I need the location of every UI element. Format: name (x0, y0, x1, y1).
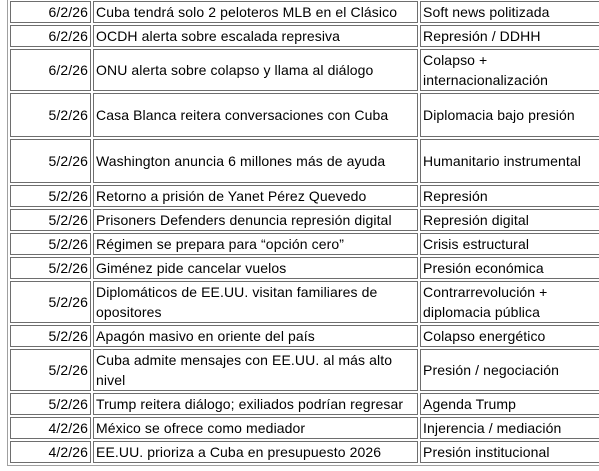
table-row (10, 257, 599, 279)
category-cell: Soft news politizada (420, 1, 599, 23)
date-cell: 5/2/26 (10, 281, 91, 323)
table-row (10, 393, 599, 415)
table-row (10, 441, 599, 463)
date-cell: 5/2/26 (10, 349, 91, 391)
headline-cell: OCDH alerta sobre escalada represiva (93, 25, 418, 47)
headline-cell: Trump reitera diálogo; exiliados podrían regresar (93, 393, 418, 415)
category-cell: Represión / DDHH (420, 25, 599, 47)
table-row (10, 139, 599, 183)
headline-cell: Giménez pide cancelar vuelos (93, 257, 418, 279)
news-table-body (10, 1, 599, 463)
table-row (10, 417, 599, 439)
table-row (10, 349, 599, 391)
headline-cell: Régimen se prepara para “opción cero” (93, 233, 418, 255)
date-cell: 5/2/26 (10, 393, 91, 415)
table-row (10, 325, 599, 347)
date-cell: 5/2/26 (10, 93, 91, 137)
table-row (10, 1, 599, 23)
headline-cell: Cuba admite mensajes con EE.UU. al más alto nivel (93, 349, 418, 391)
table-row (10, 185, 599, 207)
date-cell: 6/2/26 (10, 25, 91, 47)
news-table-container (7, 0, 599, 466)
news-table (7, 0, 599, 466)
headline-cell: Diplomáticos de EE.UU. visitan familiares de opositores (93, 281, 418, 323)
category-cell: Contrarrevolución + diplomacia pública (420, 281, 599, 323)
headline-cell: ONU alerta sobre colapso y llama al diálogo (93, 49, 418, 91)
headline-cell: EE.UU. prioriza a Cuba en presupuesto 2026 (93, 441, 418, 463)
category-cell: Diplomacia bajo presión (420, 93, 599, 137)
category-cell: Humanitario instrumental (420, 139, 599, 183)
category-cell: Represión (420, 185, 599, 207)
date-cell: 4/2/26 (10, 417, 91, 439)
date-cell: 5/2/26 (10, 185, 91, 207)
headline-cell: Prisoners Defenders denuncia represión digital (93, 209, 418, 231)
category-cell: Colapso + internacionalización (420, 49, 599, 91)
table-row (10, 281, 599, 323)
table-row (10, 233, 599, 255)
category-cell: Represión digital (420, 209, 599, 231)
headline-cell: Apagón masivo en oriente del país (93, 325, 418, 347)
category-cell: Colapso energético (420, 325, 599, 347)
category-cell: Injerencia / mediación (420, 417, 599, 439)
headline-cell: México se ofrece como mediador (93, 417, 418, 439)
date-cell: 5/2/26 (10, 139, 91, 183)
table-row (10, 209, 599, 231)
date-cell: 6/2/26 (10, 49, 91, 91)
table-row (10, 25, 599, 47)
date-cell: 5/2/26 (10, 325, 91, 347)
category-cell: Presión / negociación (420, 349, 599, 391)
date-cell: 4/2/26 (10, 441, 91, 463)
category-cell: Agenda Trump (420, 393, 599, 415)
headline-cell: Washington anuncia 6 millones más de ayuda (93, 139, 418, 183)
category-cell: Presión económica (420, 257, 599, 279)
date-cell: 5/2/26 (10, 233, 91, 255)
headline-cell: Cuba tendrá solo 2 peloteros MLB en el Clásico (93, 1, 418, 23)
date-cell: 6/2/26 (10, 1, 91, 23)
category-cell: Presión institucional (420, 441, 599, 463)
table-row (10, 49, 599, 91)
headline-cell: Retorno a prisión de Yanet Pérez Quevedo (93, 185, 418, 207)
headline-cell: Casa Blanca reitera conversaciones con Cuba (93, 93, 418, 137)
category-cell: Crisis estructural (420, 233, 599, 255)
table-row (10, 93, 599, 137)
date-cell: 5/2/26 (10, 209, 91, 231)
date-cell: 5/2/26 (10, 257, 91, 279)
